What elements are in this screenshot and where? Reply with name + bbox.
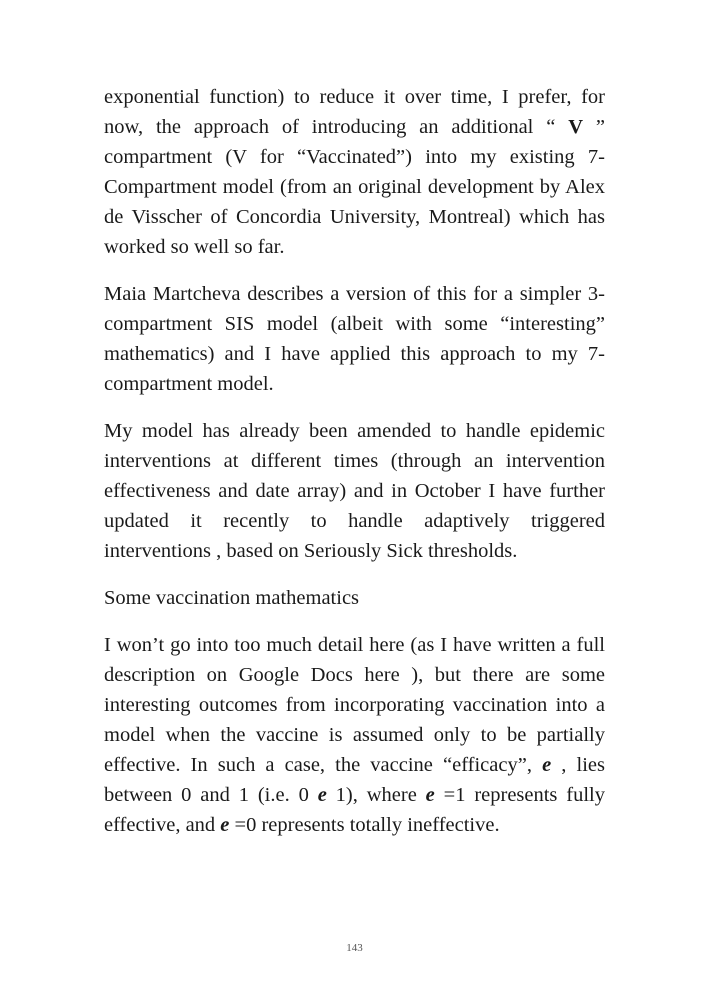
text-run: ” compartment (V for “Vaccinated”) into my existing 7-Compartment model (from an original development by Alex de Visscher of Concordia University, Montreal) which has worked so well so far. bbox=[104, 116, 605, 258]
efficacy-symbol: e bbox=[542, 754, 552, 776]
text-run: I won’t go into too much detail here (as I have written a full description on Google Docs here ), but there are some interesting outcomes from incorporating vaccination into a model when the vaccine is assumed only to be partially effective. In such a case, the vaccine “efficacy”, bbox=[104, 634, 605, 776]
text-run: =0 represents totally ineffective. bbox=[229, 814, 500, 836]
text-run: exponential function) to reduce it over time, I prefer, for now, the approach of introducing an additional “ bbox=[104, 86, 605, 138]
page-body bbox=[104, 82, 605, 857]
paragraph-sis-model: Maia Martcheva describes a version of this for a simpler 3-compartment SIS model (albeit with some “interesting” mathematics) and I have applied this approach to my 7-compartment model. bbox=[104, 283, 605, 395]
page-number: 143 bbox=[346, 942, 363, 954]
paragraph-compartment-model bbox=[104, 82, 605, 262]
text-run: , lies between 0 and 1 (i.e. 0 bbox=[104, 754, 606, 806]
efficacy-symbol: e bbox=[220, 814, 230, 836]
efficacy-symbol: e bbox=[317, 784, 327, 806]
paragraph-interventions: My model has already been amended to handle epidemic interventions at different times (through an intervention effectiveness and date array) and in October I have further updated it recently to handle adaptively triggered interventions , based on Seriously Sick thresholds. bbox=[104, 420, 605, 562]
paragraph-efficacy bbox=[104, 630, 605, 840]
vaccinated-symbol: V bbox=[568, 116, 584, 138]
efficacy-symbol: e bbox=[425, 784, 435, 806]
section-heading: Some vaccination mathematics bbox=[104, 587, 360, 609]
text-run: 1), where bbox=[326, 784, 426, 806]
text-run: =1 represents fully effective, and bbox=[104, 784, 605, 836]
